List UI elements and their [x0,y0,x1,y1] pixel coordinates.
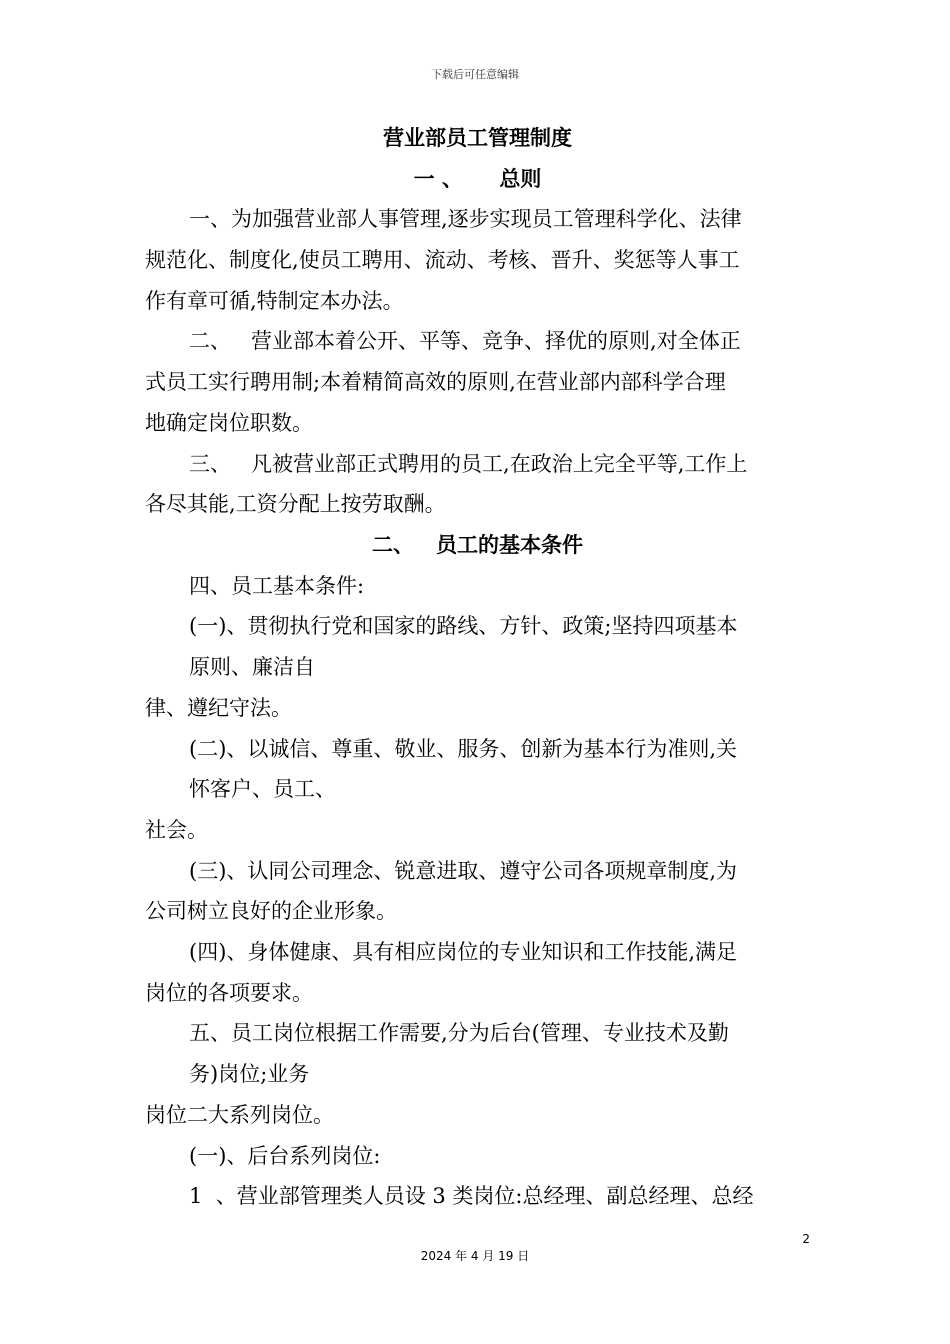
paragraph-line: (一)、贯彻执行党和国家的路线、方针、政策;坚持四项基本 [189,614,738,639]
paragraph-line: 规范化、制度化,使员工聘用、流动、考核、晋升、奖惩等人事工 [145,248,740,273]
paragraph-line: 五、员工岗位根据工作需要,分为后台(管理、专业技术及勤 [189,1021,729,1046]
paragraph-line: (四)、身体健康、具有相应岗位的专业知识和工作技能,满足 [189,940,738,965]
paragraph-line: 三、 凡被营业部正式聘用的员工,在政治上完全平等,工作上 [189,451,748,476]
paragraph-line: 公司树立良好的企业形象。 [145,899,397,924]
page-number: 2 [802,1232,810,1246]
paragraph-line: (一)、后台系列岗位: [189,1143,381,1168]
paragraph-line: 怀客户、员工、 [189,777,336,802]
paragraph-line: 务)岗位;业务 [189,1062,310,1087]
paragraph-line: 一、为加强营业部人事管理,逐步实现员工管理科学化、法律 [189,207,742,232]
section-heading-1: 一 、 总则 [413,166,542,191]
paragraph-line: 岗位的各项要求。 [145,980,313,1005]
page-footer-date: 2024 年 4 月 19 日 [420,1249,530,1263]
document-body [145,118,810,1217]
paragraph-line: 律、遵纪守法。 [145,695,292,720]
document-title: 营业部员工管理制度 [383,126,572,150]
paragraph-line: (三)、认同公司理念、锐意进取、遵守公司各项规章制度,为 [189,858,738,883]
paragraph-line: 地确定岗位职数。 [145,410,313,435]
paragraph-line: 各尽其能,工资分配上按劳取酬。 [145,492,446,517]
paragraph-line: (二)、以诚信、尊重、敬业、服务、创新为基本行为准则,关 [189,736,738,761]
section-heading-2: 二、 员工的基本条件 [372,533,583,557]
page-header: 下载后可任意编辑 [431,68,519,81]
paragraph-line: 四、员工基本条件: [189,573,365,598]
paragraph-line: 原则、廉洁自 [189,655,315,680]
paragraph-line: 式员工实行聘用制;本着精简高效的原则,在营业部内部科学合理 [145,370,726,395]
paragraph-line: 岗位二大系列岗位。 [145,1102,334,1127]
paragraph-line: 社会。 [145,817,208,842]
paragraph-line: 作有章可循,特制定本办法。 [145,288,404,313]
paragraph-line: 1 、营业部管理类人员设 3 类岗位:总经理、副总经理、总经 [189,1184,754,1209]
paragraph-line: 二、 营业部本着公开、平等、竞争、择优的原则,对全体正 [189,329,741,354]
